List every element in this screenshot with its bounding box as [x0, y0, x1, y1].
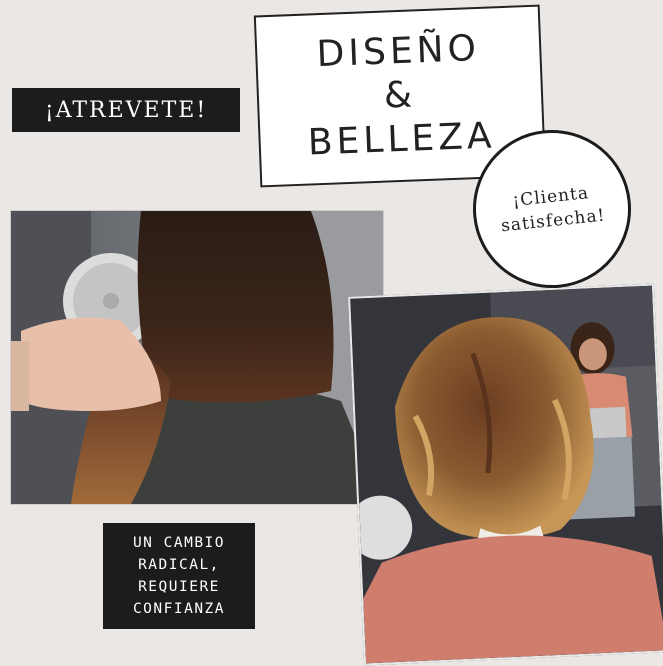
badge-line-1: ¡Clienta — [511, 183, 590, 212]
before-haircut-photo — [10, 210, 384, 505]
after-haircut-photo — [348, 284, 663, 666]
caption-box — [103, 523, 255, 629]
caption-line-2: RADICAL, — [138, 557, 220, 573]
badge-line-2: satisfecha! — [500, 205, 607, 237]
caption-line-1: UN CAMBIO — [132, 535, 226, 551]
atrevete-text: ¡ATREVETE! — [44, 97, 208, 123]
atrevete-label — [12, 88, 240, 132]
title-line-3: BELLEZA — [307, 115, 497, 164]
after-photo-illustration — [350, 286, 663, 664]
before-photo-illustration — [11, 211, 383, 504]
title-line-2: & — [383, 74, 417, 117]
caption-line-3: REQUIERE — [138, 579, 220, 595]
caption-line-4: CONFIANZA — [132, 601, 226, 617]
title-line-1: DISEÑO — [315, 27, 481, 76]
